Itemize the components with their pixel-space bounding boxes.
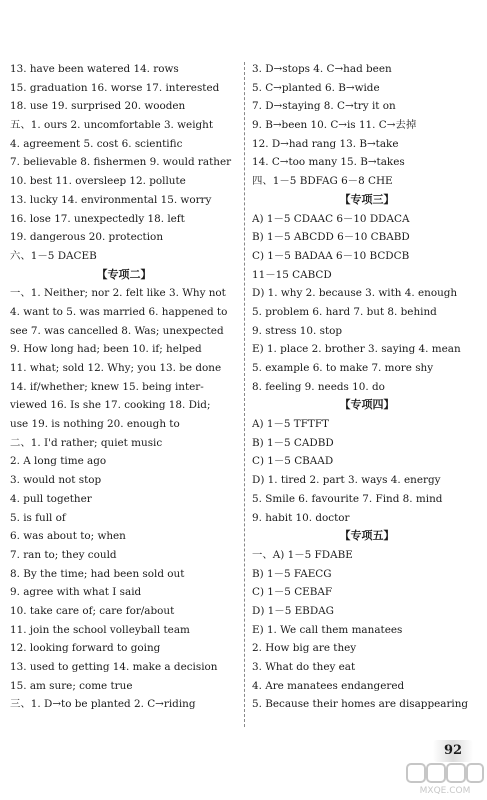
right-answer-line: 2. How big are they bbox=[252, 642, 357, 655]
right-answer-line: 9. habit 10. doctor bbox=[252, 511, 350, 524]
left-answer-line: 18. use 19. surprised 20. wooden bbox=[10, 100, 186, 113]
left-answer-line: use 19. is nothing 20. enough to bbox=[10, 418, 180, 431]
right-answer-line: 11－15 CABCD bbox=[252, 268, 332, 281]
column-divider bbox=[244, 62, 245, 727]
left-answer-line: 15. am sure; come true bbox=[10, 679, 133, 692]
left-answer-line: 10. take care of; care for/about bbox=[10, 604, 175, 617]
right-answer-line: D) 1. tired 2. part 3. ways 4. energy bbox=[252, 474, 441, 487]
left-answer-line: viewed 16. Is she 17. cooking 18. Did; bbox=[10, 399, 211, 412]
left-answer-line: 5. is full of bbox=[10, 511, 66, 524]
right-answer-line: C) 1－5 BADAA 6－10 BCDCB bbox=[252, 249, 410, 262]
right-answer-line: E) 1. place 2. brother 3. saying 4. mean bbox=[252, 343, 461, 356]
right-answer-line: 5. example 6. to make 7. more shy bbox=[252, 362, 434, 374]
right-answer-line: 5. problem 6. hard 7. but 8. behind bbox=[252, 305, 437, 318]
left-answer-line: 6. was about to; when bbox=[10, 530, 126, 543]
left-answer-line: 7. believable 8. fishermen 9. would rather bbox=[10, 156, 232, 169]
left-answer-line: 4. want to 5. was married 6. happened to bbox=[10, 305, 228, 318]
page-number: 92 bbox=[433, 740, 473, 762]
left-answer-line: 9. agree with what I said bbox=[10, 586, 142, 599]
left-answer-line: 12. looking forward to going bbox=[10, 642, 161, 655]
left-answer-line: 13. have been watered 14. rows bbox=[10, 63, 179, 75]
right-answer-line: 5. Smile 6. favourite 7. Find 8. mind bbox=[252, 492, 443, 505]
left-answer-line: 一、1. Neither; nor 2. felt like 3. Why not bbox=[10, 287, 226, 300]
right-answer-line: 14. C→too many 15. B→takes bbox=[252, 156, 405, 169]
right-answer-line: B) 1－5 ABCDD 6－10 CBABD bbox=[252, 231, 410, 244]
watermark-logo bbox=[405, 762, 485, 796]
left-answer-line: 13. lucky 14. environmental 15. worry bbox=[10, 193, 212, 206]
right-answer-line: C) 1－5 CEBAF bbox=[252, 586, 333, 599]
right-answer-line: 3. D→stops 4. C→had been bbox=[252, 63, 392, 75]
left-answer-line: 4. agreement 5. cost 6. scientific bbox=[10, 137, 183, 150]
left-answer-line: 16. lose 17. unexpectedly 18. left bbox=[10, 212, 185, 225]
left-answer-line: 三、1. D→to be planted 2. C→riding bbox=[10, 698, 196, 711]
section-heading: 【专项五】 bbox=[339, 529, 395, 543]
section-heading: 【专项四】 bbox=[339, 398, 395, 412]
right-answer-line: 9. stress 10. stop bbox=[252, 324, 343, 337]
left-answer-line: 14. if/whether; knew 15. being inter- bbox=[10, 380, 204, 393]
left-answer-line: 11. what; sold 12. Why; you 13. be done bbox=[10, 362, 222, 374]
right-answer-line: B) 1－5 CADBD bbox=[252, 436, 334, 449]
right-answer-line: B) 1－5 FAECG bbox=[252, 567, 332, 580]
left-answer-line: 二、1. I'd rather; quiet music bbox=[10, 436, 163, 449]
right-answer-line: 5. C→planted 6. B→wide bbox=[252, 81, 380, 94]
right-answer-line: 一、A) 1－5 FDABE bbox=[252, 548, 353, 561]
right-answer-line: 四、1－5 BDFAG 6－8 CHE bbox=[252, 175, 393, 188]
left-answer-line: 15. graduation 16. worse 17. interested bbox=[10, 81, 220, 94]
right-answer-line: 8. feeling 9. needs 10. do bbox=[252, 380, 385, 393]
right-answer-line: 7. D→staying 8. C→try it on bbox=[252, 100, 396, 113]
left-answer-line: 五、1. ours 2. uncomfortable 3. weight bbox=[10, 119, 214, 132]
right-answer-line: A) 1－5 CDAAC 6－10 DDACA bbox=[252, 212, 410, 225]
left-answer-line: 8. By the time; had been sold out bbox=[10, 567, 185, 580]
right-answer-line: 9. B→been 10. C→is 11. C→去掉 bbox=[252, 119, 417, 132]
left-answer-line: 7. ran to; they could bbox=[10, 548, 117, 561]
right-answer-line: D) 1. why 2. because 3. with 4. enough bbox=[252, 287, 458, 300]
left-answer-line: see 7. was cancelled 8. Was; unexpected bbox=[10, 324, 224, 337]
right-answer-line: D) 1－5 EBDAG bbox=[252, 604, 334, 617]
right-answer-line: 4. Are manatees endangered bbox=[252, 679, 405, 692]
right-answer-line: 5. Because their homes are disappearing bbox=[252, 698, 469, 711]
left-column bbox=[10, 60, 238, 714]
left-answer-line: 9. How long had; been 10. if; helped bbox=[10, 343, 202, 356]
right-answer-line: A) 1－5 TFTFT bbox=[252, 418, 329, 431]
left-answer-line: 10. best 11. oversleep 12. pollute bbox=[10, 175, 186, 188]
left-answer-line: 六、1－5 DACEB bbox=[10, 249, 97, 262]
right-answer-line: C) 1－5 CBAAD bbox=[252, 455, 334, 468]
svg-text:MXQE.COM: MXQE.COM bbox=[419, 786, 471, 796]
right-answer-line: 12. D→had rang 13. B→take bbox=[252, 137, 399, 150]
left-answer-line: 19. dangerous 20. protection bbox=[10, 231, 164, 244]
left-answer-line: 3. would not stop bbox=[10, 474, 102, 487]
section-heading: 【专项二】 bbox=[96, 267, 152, 281]
right-column bbox=[252, 60, 482, 714]
section-heading: 【专项三】 bbox=[339, 192, 395, 206]
right-answer-line: E) 1. We call them manatees bbox=[252, 623, 403, 636]
left-answer-line: 13. used to getting 14. make a decision bbox=[10, 661, 218, 673]
left-answer-line: 2. A long time ago bbox=[10, 455, 107, 468]
left-answer-line: 4. pull together bbox=[10, 492, 92, 505]
right-answer-line: 3. What do they eat bbox=[252, 661, 356, 673]
left-answer-line: 11. join the school volleyball team bbox=[10, 623, 190, 636]
